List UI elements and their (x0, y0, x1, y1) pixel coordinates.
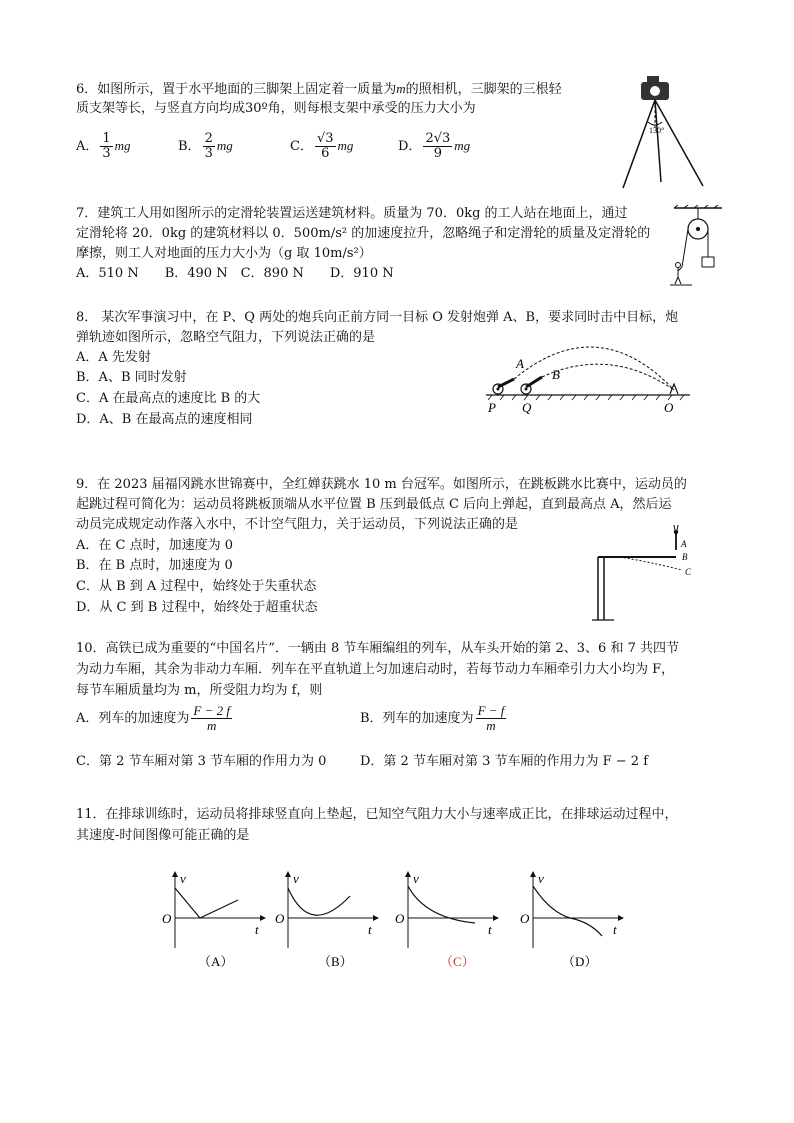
q8-option-d: D．A、B 在最高点的速度相同 (76, 412, 253, 427)
q8-line1: 8． 某次军事演习中，在 P、Q 两处的炮兵向正前方同一目标 O 发射炮弹 A、B，要求同时击中目标，炮 (76, 310, 679, 325)
svg-text:v: v (293, 871, 299, 886)
diver (674, 525, 678, 550)
graph-d (520, 871, 623, 969)
q9-line3: 动员完成规定动作落入水中，不计空气阻力，关于运动员，下列说法正确的是 (76, 517, 519, 532)
svg-text:v: v (538, 871, 544, 886)
label-q: Q (522, 400, 532, 415)
tripod-leg-middle (655, 100, 661, 182)
tripod-camera-figure (615, 70, 715, 192)
label-a: A (681, 539, 687, 549)
label-b: B (552, 367, 560, 382)
svg-text:O: O (520, 911, 530, 926)
q10-option-a: A．列车的加速度为 $\frac{F - 2 f}{m}$ (76, 703, 230, 733)
q6-option-d: D． $\frac{2√3}{9}$ mg (398, 131, 471, 161)
board-bent (620, 557, 682, 570)
graph-c-curve (408, 886, 475, 923)
graph-d-curve (533, 886, 602, 936)
q7-line3: 摩擦，则工人对地面的压力大小为（g 取 10m/s²） (76, 246, 372, 261)
pulley-figure (668, 205, 728, 287)
graph-c (395, 871, 498, 969)
tripod-leg-left (623, 100, 655, 188)
cannon-q (521, 377, 542, 394)
camera-top (647, 76, 659, 83)
q9-option-c: C．从 B 到 A 过程中，始终处于失重状态 (76, 579, 317, 594)
label-c: C (685, 567, 692, 577)
q7-options: A．510 N B．490 N C．890 N D．910 N (76, 266, 394, 281)
q10-option-d: D．第 2 节车厢对第 3 节车厢的作用力为 F − 2 f (360, 754, 649, 769)
q10-option-b: B．列车的加速度为 $\frac{F - f}{m}$ (360, 703, 505, 733)
camera-lens (649, 85, 661, 97)
q8-option-a: A．A 先发射 (76, 350, 151, 365)
q6-line2: 质支架等长，与竖直方向均成30º角，则每根支架中承受的压力大小为 (76, 101, 476, 116)
trajectory-a (514, 347, 674, 390)
material-block (702, 257, 714, 267)
q9-line2: 起跳过程可简化为：运动员将跳板顶端从水平位置 B 压到最低点 C 后向上弹起，直到最高点 A，然后运 (76, 497, 672, 512)
q9-line1: 9．在 2023 届福冈跳水世锦赛中，全红婵获跳水 10 m 台冠军。如图所示，在跳板跳水比赛中，运动员的 (76, 477, 687, 492)
q11-line1: 11．在排球训练时，运动员将排球竖直向上垫起，已知空气阻力大小与速率成正比，在排球运动过程中， (76, 807, 678, 822)
q8-line2: 弹轨迹如图所示，忽略空气阻力，下列说法正确的是 (76, 330, 376, 345)
q10-option-c: C．第 2 节车厢对第 3 节车厢的作用力为 0 (76, 754, 327, 769)
target-o (670, 384, 678, 394)
graph-b-curve (288, 888, 350, 915)
svg-text:v: v (180, 871, 186, 886)
rope-worker (682, 229, 688, 267)
label-a: A (516, 356, 524, 371)
q9-option-a: A．在 C 点时，加速度为 0 (76, 538, 234, 553)
q10-line2: 为动力车厢，其余为非动力车厢．列车在平直轨道上匀加速启动时，若每节动力车厢牵引力大小均为 F， (76, 662, 675, 677)
caption-c: （C） (440, 954, 475, 969)
vt-graphs (150, 866, 640, 972)
q9-option-d: D．从 C 到 B 过程中，始终处于超重状态 (76, 600, 318, 615)
caption-a: （A） (198, 954, 234, 969)
graph-a-curve (175, 888, 238, 918)
svg-text:t: t (255, 922, 259, 937)
graph-a (162, 871, 265, 969)
q6-option-a: A． $\frac{1}{3}$ mg (76, 131, 131, 161)
diving-board-figure (590, 522, 700, 622)
svg-text:t: t (613, 922, 617, 937)
label-o: O (664, 400, 674, 415)
artillery-figure (478, 338, 698, 418)
angle-label: 130° (649, 126, 665, 135)
cannon-p (493, 379, 514, 394)
trajectory-b (542, 364, 674, 390)
q6-option-b: B． $\frac{2}{3}$ mg (178, 131, 233, 161)
q8-option-b: B．A、B 同时发射 (76, 370, 187, 385)
q7-line1: 7．建筑工人用如图所示的定滑轮装置运送建筑材料。质量为 70．0kg 的工人站在地面上，通过 (76, 206, 628, 221)
graph-b (275, 871, 378, 969)
q7-line2: 定滑轮将 20．0kg 的建筑材料以 0．500m/s² 的加速度拉升，忽略绳子和定滑轮的质量及定滑轮的 (76, 226, 651, 241)
q8-option-c: C．A 在最高点的速度比 B 的大 (76, 391, 261, 406)
caption-d: （D） (562, 954, 598, 969)
label-b: B (682, 552, 688, 562)
label-p: P (488, 400, 496, 415)
svg-text:O: O (162, 911, 172, 926)
q11-line2: 其速度-时间图像可能正确的是 (76, 828, 250, 843)
svg-text:t: t (368, 922, 372, 937)
q6-line1: 6．如图所示，置于水平地面的三脚架上固定着一质量为m的照相机，三脚架的三根轻 (76, 81, 562, 97)
caption-b: （B） (318, 954, 353, 969)
q9-option-b: B．在 B 点时，加速度为 0 (76, 558, 233, 573)
svg-text:v: v (413, 871, 419, 886)
q10-line1: 10．高铁已成为重要的“中国名片”．一辆由 8 节车厢编组的列车，从车头开始的第 2、3、6 和 7 共四节 (76, 641, 679, 656)
q6-option-c: C． $\frac{√3}{6}$ mg (290, 131, 354, 161)
worker-head (676, 263, 681, 268)
svg-text:O: O (395, 911, 405, 926)
svg-text:t: t (488, 922, 492, 937)
q10-line3: 每节车厢质量均为 m，所受阻力均为 f，则 (76, 683, 323, 698)
tripod-leg-right (655, 100, 703, 186)
svg-text:O: O (275, 911, 285, 926)
